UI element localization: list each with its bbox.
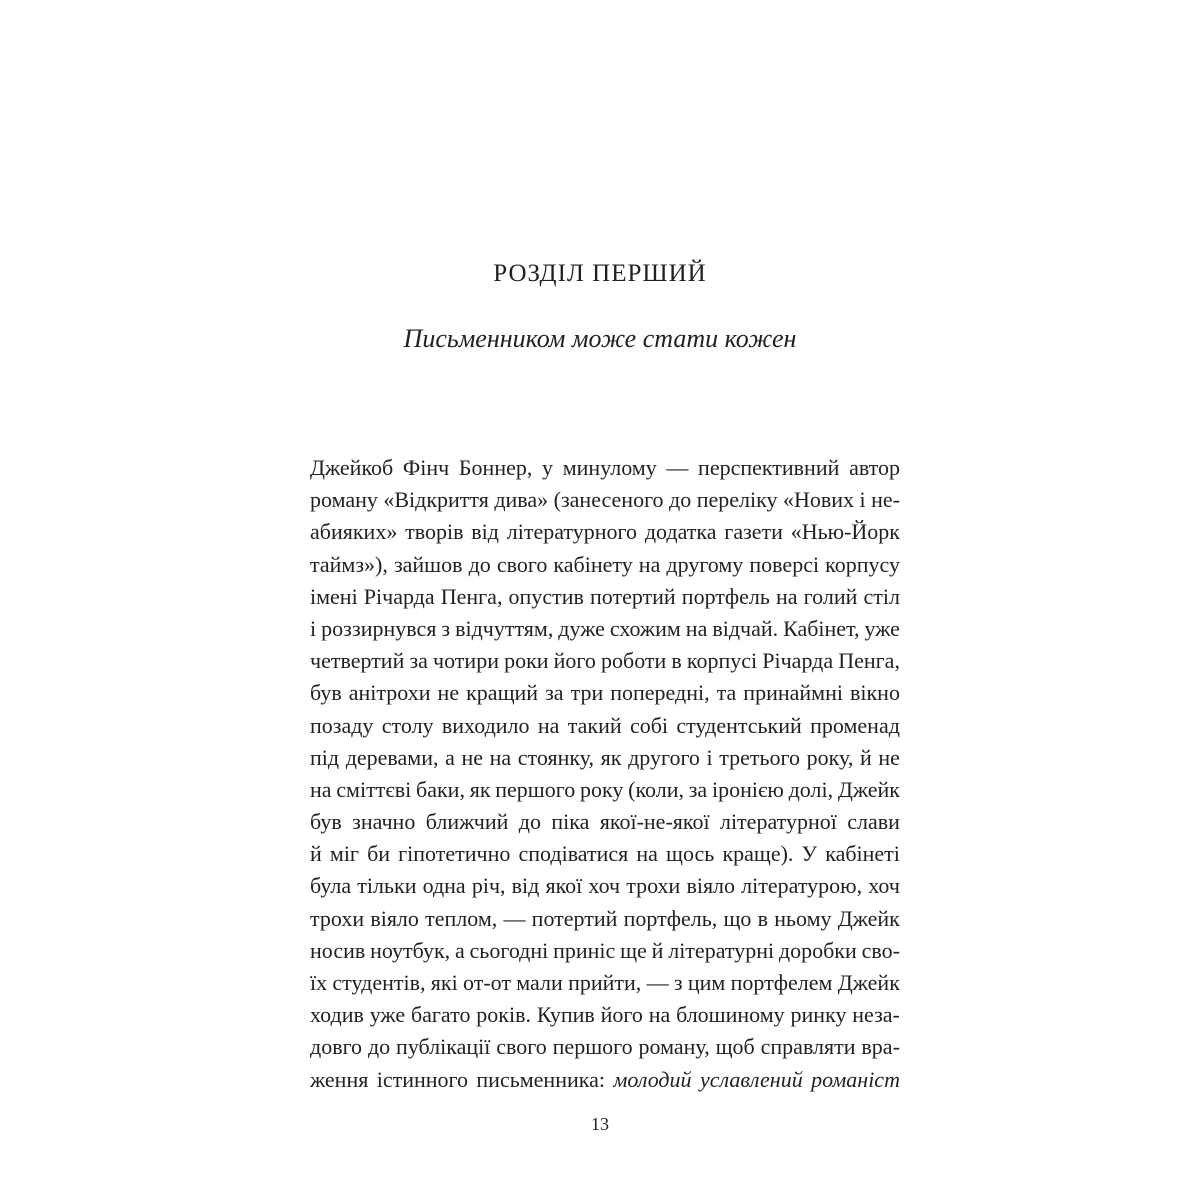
chapter-subtitle: Письменником може стати кожен (403, 324, 797, 353)
body-line: на сміттєві баки, як першого року (коли, за іронією долі, Джейк (310, 776, 900, 802)
body-line: таймз»), зайшов до свого кабінету на другому поверсі корпусу (310, 551, 900, 577)
body-line: під деревами, а не на стоянку, як другого і третього року, й не (310, 744, 900, 770)
page-number: 13 (591, 1114, 609, 1134)
body-line: ження істинного письменника: молодий уславлений романіст (310, 1066, 900, 1092)
chapter-heading: РОЗДІЛ ПЕРШИЙ (493, 260, 707, 287)
body-line: їх студентів, які от-от мали прийти, — з цим портфелем Джейк (310, 970, 900, 995)
body-line: довго до публікації свого першого роману, щоб справляти вра- (310, 1034, 900, 1060)
body-line: носив ноутбук, а сьогодні приніс ще й літературні доробки сво- (310, 937, 900, 963)
body-line: позаду столу виходило на такий собі студентський променад (310, 712, 900, 738)
body-line: ходив уже багато років. Купив його на блошиному ринку неза- (310, 1002, 900, 1028)
body-text (310, 452, 900, 1096)
body-line: четвертий за чотири роки його роботи в корпусі Річарда Пенга, (310, 648, 900, 674)
body-line: абияких» творів від літературного додатка газети «Нью-Йорк (310, 519, 900, 545)
body-line: і роззирнувся з відчуттям, дуже схожим на відчай. Кабінет, уже (310, 615, 900, 641)
body-line: був анітрохи не кращий за три попередні, та принаймні вікно (310, 680, 900, 706)
body-line: й міг би гіпотетично сподіватися на щось краще). У кабінеті (310, 841, 900, 867)
body-line: роману «Відкриття дива» (занесеного до переліку «Нових і не- (310, 487, 900, 513)
body-line: була тільки одна річ, від якої хоч трохи віяло літературою, хоч (310, 873, 900, 899)
body-line: трохи віяло теплом, — потертий портфель, що в ньому Джейк (310, 905, 900, 931)
body-line: імені Річарда Пенга, опустив потертий портфель на голий стіл (310, 583, 900, 609)
body-line: був значно ближчий до піка якої-не-якої літературної слави (310, 809, 900, 835)
body-line: Джейкоб Фінч Боннер, у минулому — перспективний автор (310, 455, 900, 480)
